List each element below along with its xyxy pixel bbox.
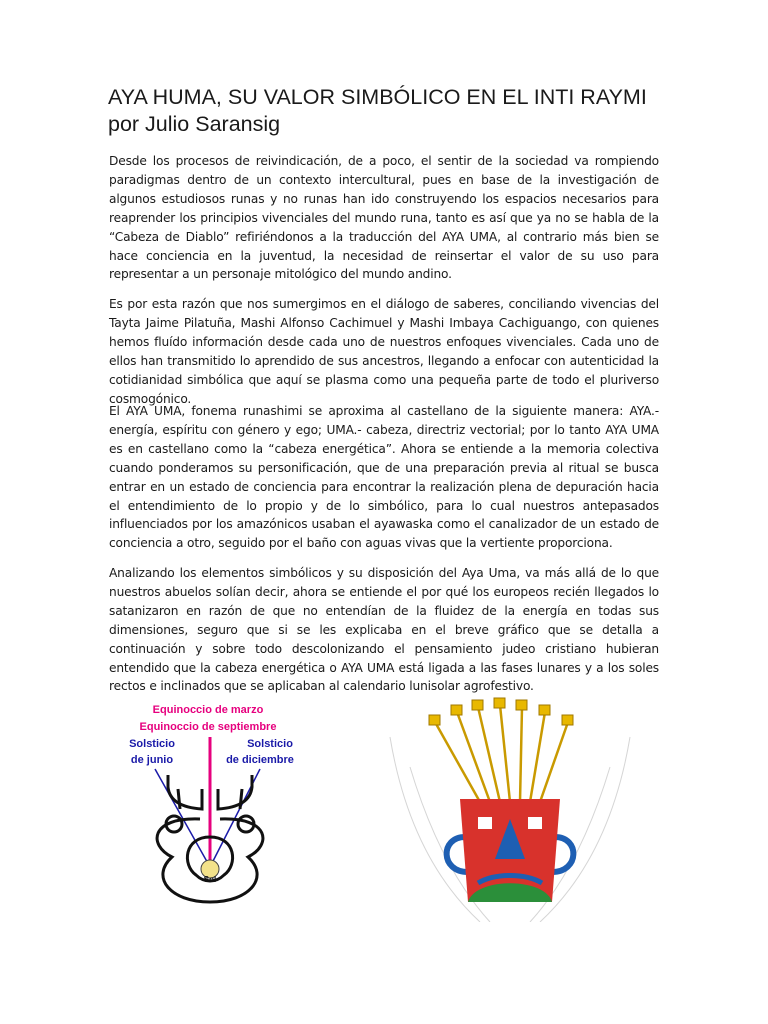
solstice-december-label-1: Solsticio [247, 738, 293, 750]
equinox-september-label: Equinoccio de septiembre [139, 721, 277, 733]
sun-label: Sol [203, 875, 217, 884]
paragraph-3: El AYA UMA, fonema runashimi se aproxima al castellano de la siguiente manera: AYA.- energía, espíritu con género y ego; UMA.- cabeza, directriz vectorial; por lo tanto AYA UMA es en castellano como la “cabeza energética”. Ahora se entiende a la memoria colectiva cuando ponderamos su personificación, que de una preparación previa al ritual se busca entrar en un estado de conciencia para encontrar la realización plena de depuración hacia el entendimiento de lo propio y de lo simbólico, para lo cual nuestros antepasados influenciados por los amazónicos usaban el ayawaska como el canalizador de un estado de conciencia a otro, seguido por el baño con aguas vivas que la vertiente proporciona. [109, 404, 659, 551]
left-eye [478, 817, 492, 829]
solstice-june-label-1: Solsticio [129, 738, 175, 750]
paragraph-2: Es por esta razón que nos sumergimos en el diálogo de saberes, conciliando vivencias del Tayta Jaime Pilatuña, Mashi Alfonso Cachimuel y Mashi Imbaya Cachiguango, con quienes hemos fluído información desde cada uno de nuestros enfoques vivenciales. Cada uno de ellos han transmitido lo aprendido de sus ancestros, llegando a enfocar con autenticidad la cotidianidad simbólica que aquí se plasma como una pequeña parte de todo el pluriverso cosmogónico. [109, 297, 659, 406]
solstice-december-label-2: de diciembre [226, 754, 294, 766]
solar-diagram-figure [110, 697, 310, 922]
document-title: AYA HUMA, SU VALOR SIMBÓLICO EN EL INTI RAYMI por Julio Saransig [108, 85, 647, 136]
equinox-march-label: Equinoccio de marzo [152, 704, 264, 716]
right-eye [528, 817, 542, 829]
paragraph-4: Analizando los elementos simbólicos y su disposición del Aya Uma, va más allá de lo que nuestros abuelos solían decir, ahora se entiende el por qué los europeos recién llegados lo satanizaron en razón de que no entendían de la fluidez de la energía en todas sus dimensiones, seguro que si se les explicaba en el breve gráfico que se detalla a continuación y sobre todo descolonizando el pensamiento judeo cristiano hubieran entendido que la cabeza energética o AYA UMA está ligada a las fases lunares y a los soles rectos e inclinados que se aplicaban al calendario lunisolar agrofestivo. [109, 566, 659, 694]
solar-diagram [110, 697, 310, 922]
aya-uma-mask [380, 697, 640, 922]
paragraph-1: Desde los procesos de reivindicación, de a poco, el sentir de la sociedad va rompiendo paradigmas dentro de un contexto intercultural, pues en base de la investigación de algunos estudiosos runas y no runas han ido construyendo los espacios necesarios para reaprender los principios vivenciales del mundo runa, tanto es así que ya no se habla de la “Cabeza de Diablo” refiriéndonos a la traducción del AYA UMA, al contrario más bien se hace conciencia en la juventud, la necesidad de reinsertar el valor de su uso para representar a un personaje mitológico del mundo andino. [109, 154, 659, 282]
feathers [435, 705, 568, 802]
solstice-june-label-2: de junio [130, 754, 174, 766]
aya-uma-mask-figure [380, 697, 640, 922]
